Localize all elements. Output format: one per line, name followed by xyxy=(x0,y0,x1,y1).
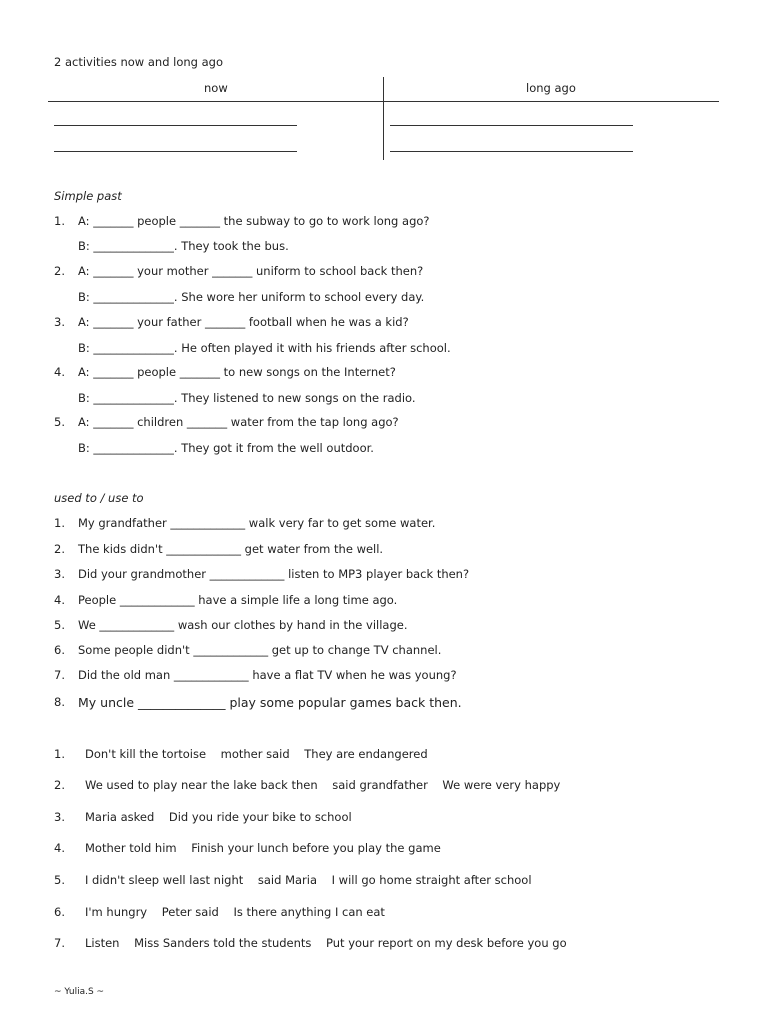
used-to-sentence: People _____________ have a simple life a long time ago. xyxy=(78,593,398,607)
list-item-number: 1. xyxy=(54,214,65,228)
footer-author: ~ Yulia.S ~ xyxy=(54,987,105,997)
used-to-sentence: Did your grandmother _____________ listen to MP3 player back then? xyxy=(78,567,470,581)
list-item-number: 1. xyxy=(54,516,65,530)
reported-sentence: Maria asked Did you ride your bike to school xyxy=(85,810,352,824)
used-to-sentence: Some people didn't _____________ get up to change TV channel. xyxy=(78,643,442,657)
simple-past-answer: B: ______________. He often played it with his friends after school. xyxy=(78,341,451,355)
answer-line-now-2[interactable] xyxy=(54,151,297,152)
list-item-number: 1. xyxy=(54,747,65,761)
list-item-number: 3. xyxy=(54,810,65,824)
answer-line-now-1[interactable] xyxy=(54,125,297,126)
list-item-number: 5. xyxy=(54,873,65,887)
simple-past-question: A: _______ your father _______ football when he was a kid? xyxy=(78,315,409,329)
list-item-number: 5. xyxy=(54,415,65,429)
list-item-number: 6. xyxy=(54,905,65,919)
list-item-number: 5. xyxy=(54,618,65,632)
list-item-number: 8. xyxy=(54,695,65,709)
used-to-heading: used to / use to xyxy=(54,491,144,505)
list-item-number: 4. xyxy=(54,841,65,855)
reported-sentence: We used to play near the lake back then said grandfather We were very happy xyxy=(85,778,561,792)
reported-sentence: Listen Miss Sanders told the students Put your report on my desk before you go xyxy=(85,936,567,950)
used-to-sentence: My uncle ______________ play some popular games back then. xyxy=(78,695,462,710)
list-item-number: 2. xyxy=(54,778,65,792)
simple-past-question: A: _______ people _______ to new songs on the Internet? xyxy=(78,365,396,379)
list-item-number: 7. xyxy=(54,668,65,682)
page-title: 2 activities now and long ago xyxy=(54,55,224,69)
simple-past-answer: B: ______________. They listened to new songs on the radio. xyxy=(78,391,416,405)
used-to-sentence: My grandfather _____________ walk very far to get some water. xyxy=(78,516,436,530)
list-item-number: 3. xyxy=(54,315,65,329)
list-item-number: 6. xyxy=(54,643,65,657)
simple-past-question: A: _______ children _______ water from the tap long ago? xyxy=(78,415,399,429)
used-to-sentence: The kids didn't _____________ get water from the well. xyxy=(78,542,384,556)
reported-sentence: Don't kill the tortoise mother said They are endangered xyxy=(85,747,428,761)
simple-past-answer: B: ______________. They took the bus. xyxy=(78,239,289,253)
used-to-sentence: We _____________ wash our clothes by hand in the village. xyxy=(78,618,408,632)
list-item-number: 3. xyxy=(54,567,65,581)
simple-past-heading: Simple past xyxy=(54,189,122,203)
answer-line-long-ago-2[interactable] xyxy=(390,151,633,152)
simple-past-question: A: _______ people _______ the subway to go to work long ago? xyxy=(78,214,430,228)
reported-sentence: I'm hungry Peter said Is there anything I can eat xyxy=(85,905,385,919)
reported-sentence: I didn't sleep well last night said Maria I will go home straight after school xyxy=(85,873,532,887)
reported-sentence: Mother told him Finish your lunch before you play the game xyxy=(85,841,441,855)
col-header-now: now xyxy=(204,81,228,95)
simple-past-answer: B: ______________. They got it from the well outdoor. xyxy=(78,441,374,455)
col-header-long-ago: long ago xyxy=(526,81,576,95)
list-item-number: 4. xyxy=(54,593,65,607)
list-item-number: 2. xyxy=(54,542,65,556)
answer-line-long-ago-1[interactable] xyxy=(390,125,633,126)
simple-past-answer: B: ______________. She wore her uniform to school every day. xyxy=(78,290,425,304)
simple-past-question: A: _______ your mother _______ uniform to school back then? xyxy=(78,264,424,278)
list-item-number: 2. xyxy=(54,264,65,278)
list-item-number: 4. xyxy=(54,365,65,379)
table-column-divider xyxy=(383,77,384,160)
list-item-number: 7. xyxy=(54,936,65,950)
used-to-sentence: Did the old man _____________ have a flat TV when he was young? xyxy=(78,668,457,682)
